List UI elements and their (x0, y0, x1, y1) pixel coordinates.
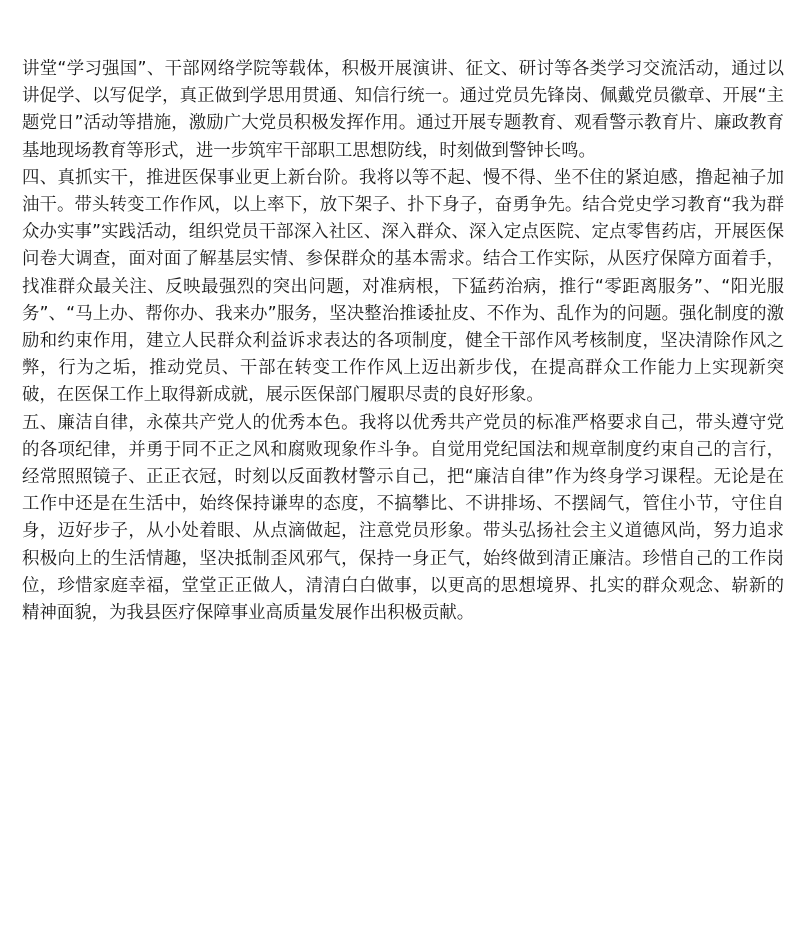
paragraph-section-four: 四、真抓实干，推进医保事业更上新台阶。我将以等不起、慢不得、坐不住的紧迫感，撸起袖子加油干。带头转变工作作风，以上率下，放下架子、扑下身子，奋勇争先。结合党史学习教育“我为群众办实事”实践活动，组织党员干部深入社区、深入群众、深入定点医院、定点零售药店，开展医保问卷大调查，面对面了解基层实情、参保群众的基本需求。结合工作实际，从医疗保障方面着手，找准群众最关注、反映最强烈的突出问题，对准病根，下猛药治病，推行“零距离服务”、“阳光服务”、“马上办、帮你办、我来办”服务，坚决整治推诿扯皮、不作为、乱作为的问题。强化制度的激励和约束作用，建立人民群众利益诉求表达的各项制度，健全干部作风考核制度，坚决清除作风之弊，行为之垢，推动党员、干部在转变工作作风上迈出新步伐，在提高群众工作能力上实现新突破，在医保工作上取得新成就，展示医保部门履职尽责的良好形象。 (22, 167, 784, 406)
document-body (22, 56, 784, 627)
paragraph-intro-continued: 讲堂“学习强国”、干部网络学院等载体，积极开展演讲、征文、研讨等各类学习交流活动，通过以讲促学、以写促学，真正做到学思用贯通、知信行统一。通过党员先锋岗、佩戴党员徽章、开展“主题党日”活动等措施，激励广大党员积极发挥作用。通过开展专题教育、观看警示教育片、廉政教育基地现场教育等形式，进一步筑牢干部职工思想防线，时刻做到警钟长鸣。 (22, 59, 784, 161)
paragraph-section-five: 五、廉洁自律，永葆共产党人的优秀本色。我将以优秀共产党员的标准严格要求自己，带头遵守党的各项纪律，并勇于同不正之风和腐败现象作斗争。自觉用党纪国法和规章制度约束自己的言行，经常照照镜子、正正衣冠，时刻以反面教材警示自己，把“廉洁自律”作为终身学习课程。无论是在工作中还是在生活中，始终保持谦卑的态度，不搞攀比、不讲排场、不摆阔气，管住小节，守住自身，迈好步子，从小处着眼、从点滴做起，注意党员形象。带头弘扬社会主义道德风尚，努力追求积极向上的生活情趣，坚决抵制歪风邪气，保持一身正气，始终做到清正廉洁。珍惜自己的工作岗位，珍惜家庭幸福，堂堂正正做人，清清白白做事，以更高的思想境界、扎实的群众观念、崭新的精神面貌，为我县医疗保障事业高质量发展作出积极贡献。 (22, 412, 784, 624)
